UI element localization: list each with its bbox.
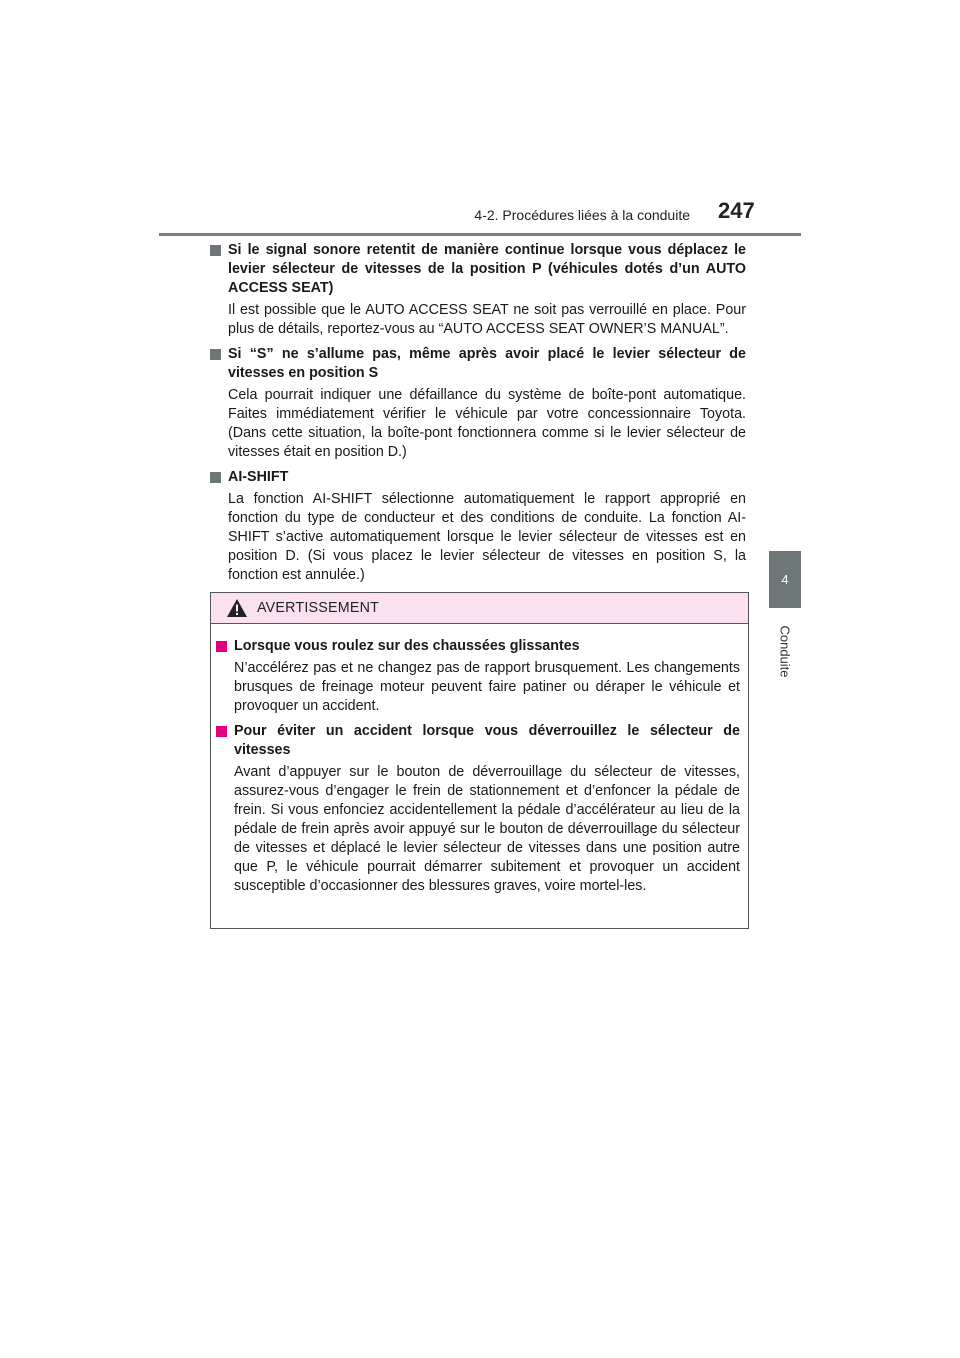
- main-content: [210, 241, 746, 591]
- section-ai-shift: [210, 468, 746, 585]
- section-body: Cela pourrait indiquer une défaillance du système de boîte-pont automatique. Faites immédiatement vérifier le véhicule par votre concessionnaire Toyota. (Dans cette situation, la boîte-pont fonctionnera comme si le levier sélecteur de vitesses était en position D.): [228, 387, 746, 460]
- warning-triangle-icon: [227, 599, 247, 617]
- square-bullet-icon: [216, 726, 227, 737]
- page-number: 247: [718, 198, 755, 223]
- square-bullet-icon: [210, 472, 221, 483]
- section-heading: [210, 241, 746, 298]
- chapter-label: Conduite: [777, 624, 793, 678]
- section-heading: [210, 468, 746, 487]
- section-s-indicator: [210, 345, 746, 462]
- warning-heading: [216, 722, 740, 760]
- section-title: 4-2. Procédures liées à la conduite: [474, 207, 690, 223]
- square-bullet-icon: [210, 349, 221, 360]
- chapter-label-container: [769, 616, 801, 686]
- warning-heading-text: Pour éviter un accident lorsque vous déverrouillez le sélecteur de vitesses: [234, 723, 740, 758]
- section-body: Il est possible que le AUTO ACCESS SEAT ne soit pas verrouillé en place. Pour plus de détails, reportez-vous au “AUTO ACCESS SEAT OWNER’S MANUAL”.: [228, 302, 746, 337]
- warning-text: Avant d’appuyer sur le bouton de déverrouillage du sélecteur de vitesses, assurez-vous d’engager le frein de stationnement et d’enfoncer la pédale de frein. Si vous enfonciez accidentellement la pédale d’accélérateur au lieu de la pédale de frein après avoir appuyé sur le bouton de déverrouillage du sélecteur de vitesses et déplacé le levier sélecteur de vitesses dans une position autre que P, le véhicule pourrait démarrer subitement et provoquer un accident susceptible d’occasionner des blessures graves, voire mortel-les.: [234, 764, 740, 894]
- warning-body: [211, 624, 748, 896]
- warning-section-slippery: [216, 637, 740, 716]
- section-auto-access-seat: [210, 241, 746, 339]
- warning-heading: [216, 637, 740, 656]
- warning-header: [211, 593, 748, 624]
- warning-heading-text: Lorsque vous roulez sur des chaussées glissantes: [234, 638, 580, 654]
- section-body: La fonction AI-SHIFT sélectionne automatiquement le rapport approprié en fonction du type de conducteur et des conditions de conduite. La fonction AI-SHIFT s’active automatiquement lorsque le levier sélecteur de vitesses est en position D. (Si vous placez le levier sélecteur de vitesses en position S, la fonction est annulée.): [228, 491, 746, 583]
- section-heading-text: Si le signal sonore retentit de manière continue lorsque vous déplacez le levier sélecteur de vitesses de la position P (véhicules dotés d’un AUTO ACCESS SEAT): [228, 242, 746, 296]
- chapter-number: 4: [781, 572, 789, 587]
- square-bullet-icon: [216, 641, 227, 652]
- warning-box: [210, 592, 749, 929]
- section-heading: [210, 345, 746, 383]
- warning-text: N’accélérez pas et ne changez pas de rapport brusquement. Les changements brusques de freinage moteur peuvent faire patiner ou déraper le véhicule et provoquer un accident.: [234, 660, 740, 714]
- header-rule: [159, 233, 801, 236]
- warning-title: AVERTISSEMENT: [257, 599, 380, 616]
- section-heading-text: Si “S” ne s’allume pas, même après avoir placé le levier sélecteur de vitesses en position S: [228, 346, 746, 381]
- section-heading-text: AI-SHIFT: [228, 469, 289, 485]
- square-bullet-icon: [210, 245, 221, 256]
- warning-section-unlock: [216, 722, 740, 896]
- chapter-tab: [769, 551, 801, 608]
